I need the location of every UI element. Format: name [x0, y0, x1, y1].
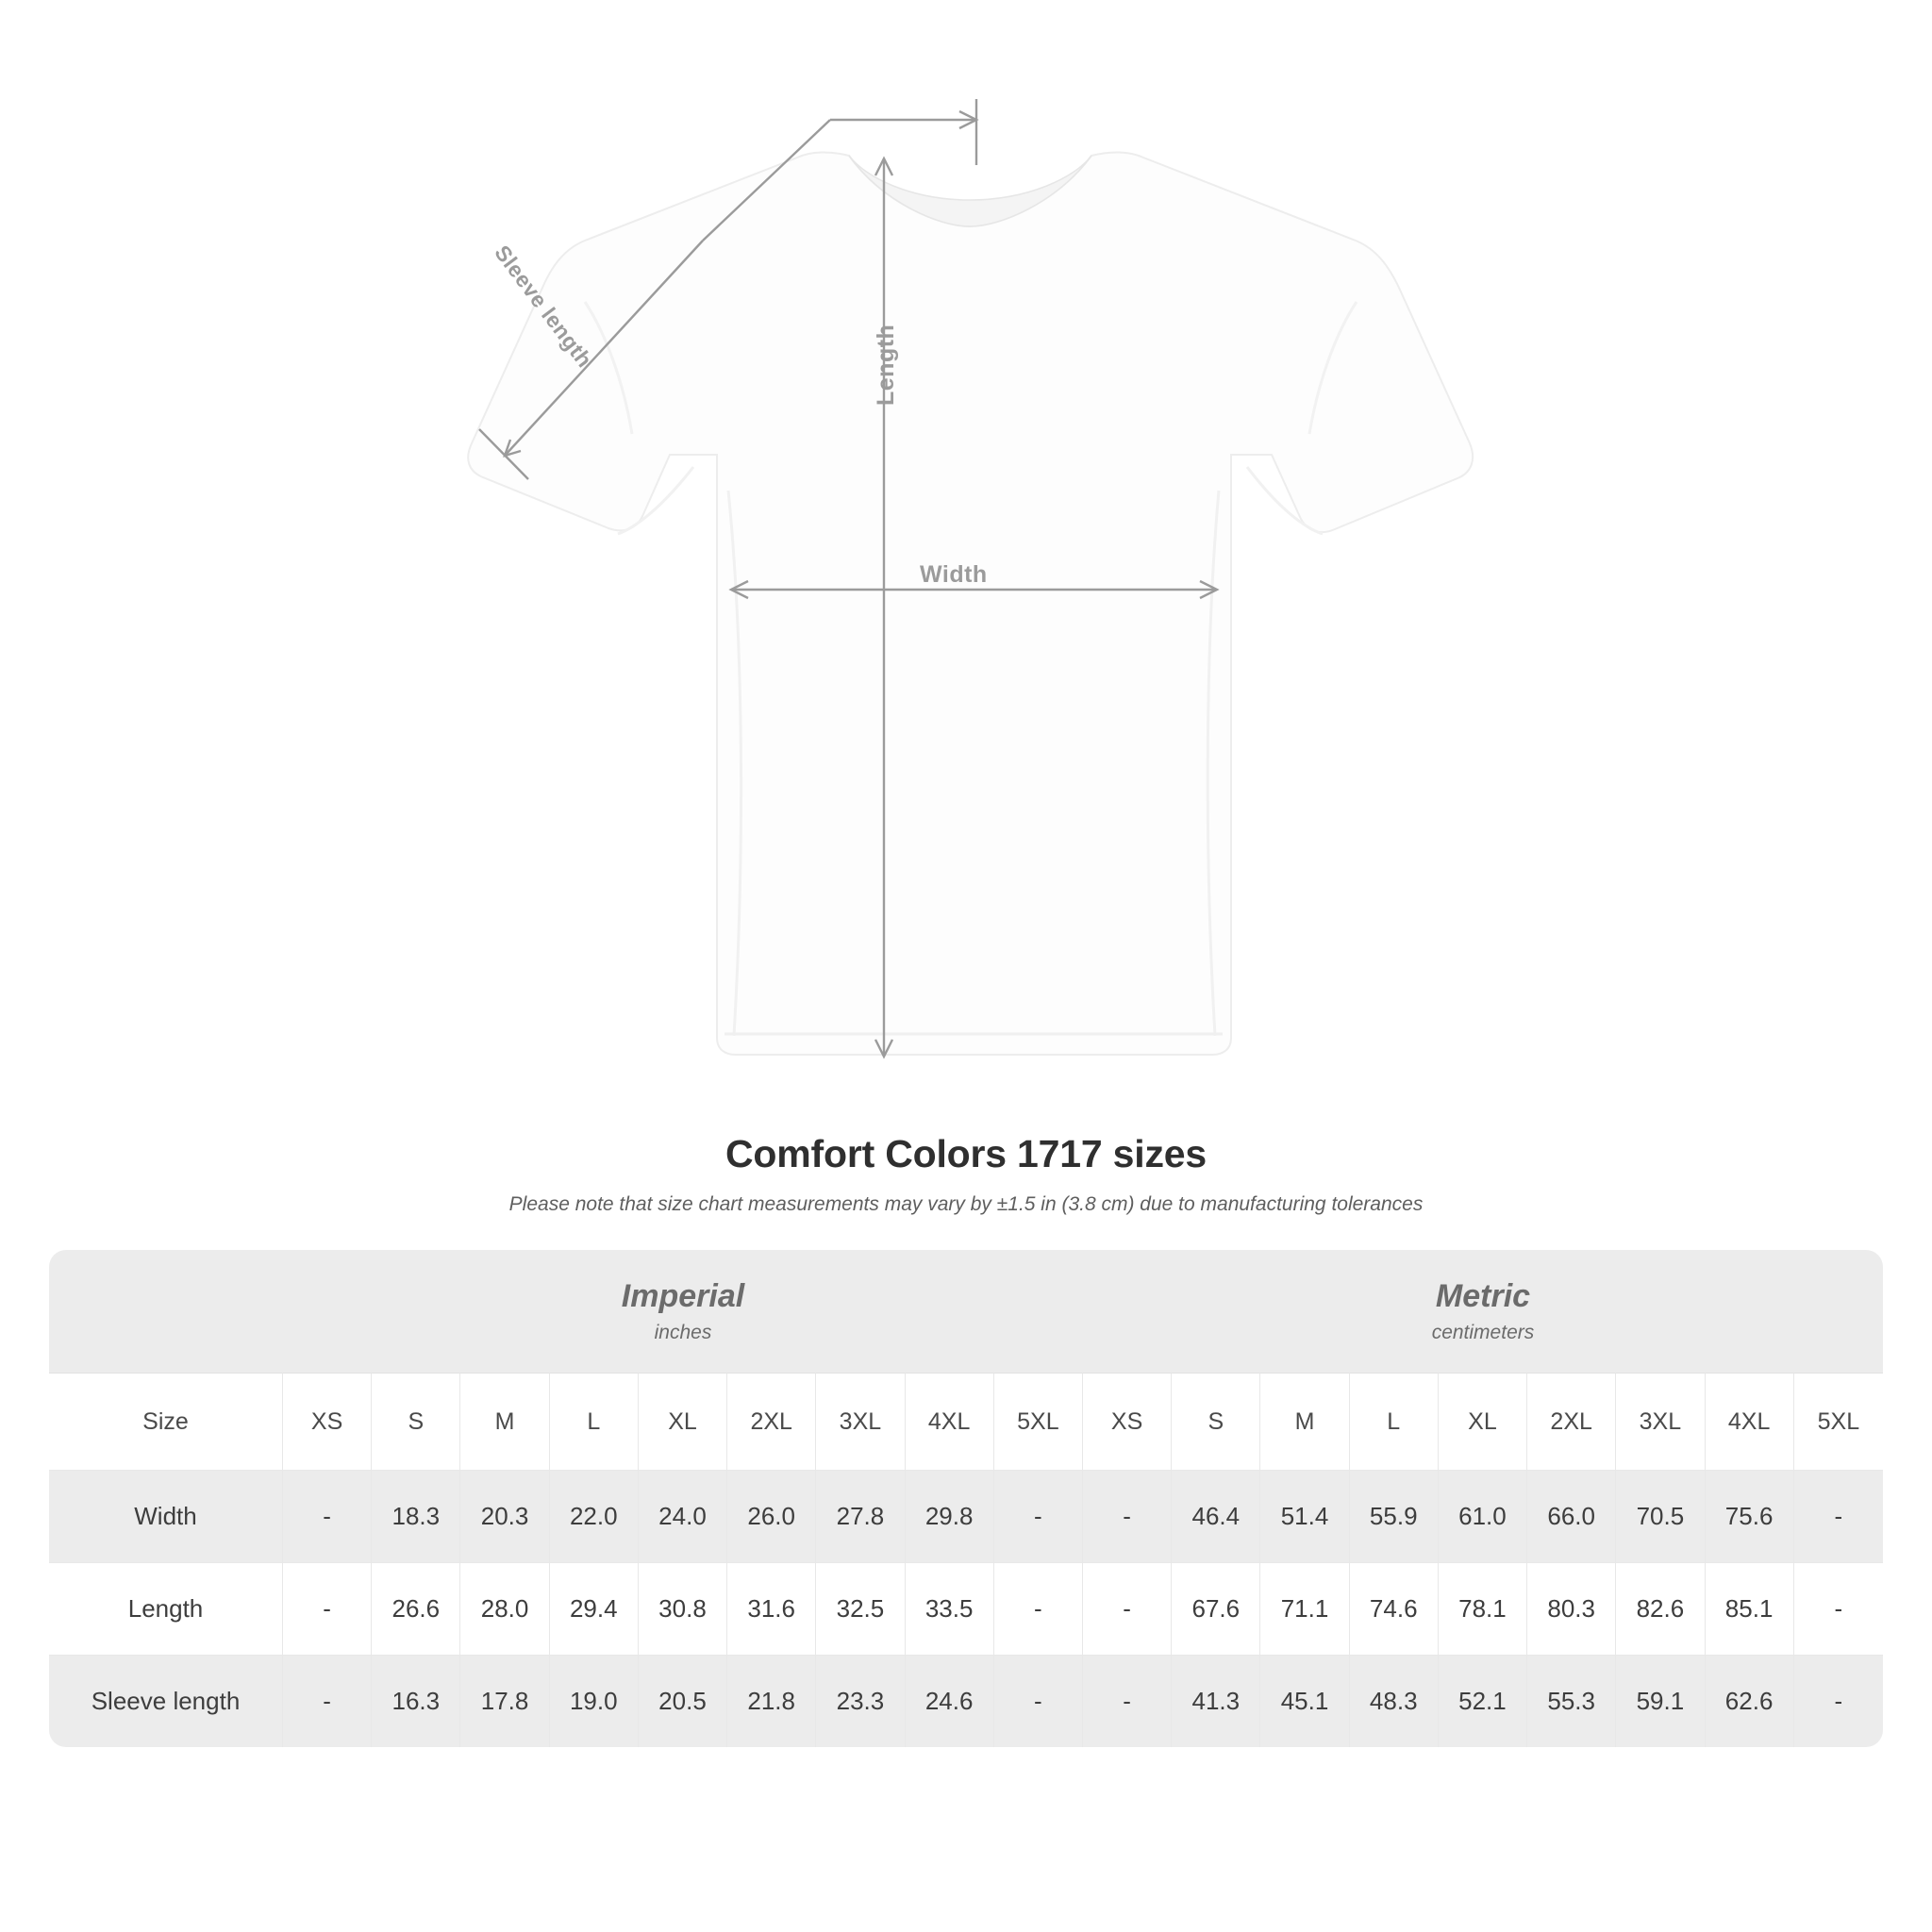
- column-header-metric-xl: XL: [1439, 1373, 1527, 1470]
- column-header-metric-3xl: 3XL: [1616, 1373, 1705, 1470]
- cell-length-metric-xs: -: [1083, 1562, 1172, 1655]
- cell-width-metric-5xl: -: [1794, 1470, 1883, 1562]
- unit-name-imperial: Imperial: [621, 1278, 745, 1315]
- cell-sleeve-metric-5xl: -: [1794, 1655, 1883, 1747]
- column-header-imperial-m: M: [460, 1373, 549, 1470]
- cell-width-imperial-xl: 24.0: [639, 1470, 727, 1562]
- column-header-imperial-4xl: 4XL: [906, 1373, 994, 1470]
- cell-width-imperial-l: 22.0: [550, 1470, 639, 1562]
- cell-sleeve-imperial-4xl: 24.6: [906, 1655, 994, 1747]
- table-row: [49, 1470, 1883, 1562]
- column-header-metric-m: M: [1260, 1373, 1349, 1470]
- cell-sleeve-imperial-3xl: 23.3: [816, 1655, 905, 1747]
- cell-width-imperial-4xl: 29.8: [906, 1470, 994, 1562]
- cell-width-imperial-m: 20.3: [460, 1470, 549, 1562]
- cell-sleeve-imperial-5xl: -: [994, 1655, 1083, 1747]
- cell-length-imperial-2xl: 31.6: [727, 1562, 816, 1655]
- cell-sleeve-metric-s: 41.3: [1172, 1655, 1260, 1747]
- cell-width-imperial-2xl: 26.0: [727, 1470, 816, 1562]
- cell-sleeve-imperial-l: 19.0: [550, 1655, 639, 1747]
- column-header-imperial-5xl: 5XL: [994, 1373, 1083, 1470]
- column-header-imperial-s: S: [372, 1373, 460, 1470]
- cell-width-imperial-3xl: 27.8: [816, 1470, 905, 1562]
- cell-width-metric-l: 55.9: [1350, 1470, 1439, 1562]
- cell-width-metric-xs: -: [1083, 1470, 1172, 1562]
- cell-length-metric-l: 74.6: [1350, 1562, 1439, 1655]
- cell-length-imperial-s: 26.6: [372, 1562, 460, 1655]
- label-width: Width: [920, 561, 988, 588]
- column-header-imperial-l: L: [550, 1373, 639, 1470]
- column-header-imperial-3xl: 3XL: [816, 1373, 905, 1470]
- cell-sleeve-imperial-m: 17.8: [460, 1655, 549, 1747]
- cell-length-metric-5xl: -: [1794, 1562, 1883, 1655]
- label-length: Length: [873, 324, 899, 406]
- row-label-length: Length: [49, 1562, 283, 1655]
- label-sleeve-length: Sleeve length: [490, 241, 598, 373]
- column-header-metric-5xl: 5XL: [1794, 1373, 1883, 1470]
- cell-sleeve-metric-m: 45.1: [1260, 1655, 1349, 1747]
- cell-width-imperial-xs: -: [283, 1470, 372, 1562]
- cell-length-metric-2xl: 80.3: [1527, 1562, 1616, 1655]
- cell-length-metric-m: 71.1: [1260, 1562, 1349, 1655]
- column-header-imperial-xl: XL: [639, 1373, 727, 1470]
- unit-header-imperial: [283, 1250, 1083, 1373]
- units-header-row: [49, 1250, 1883, 1373]
- column-header-metric-l: L: [1350, 1373, 1439, 1470]
- cell-sleeve-metric-2xl: 55.3: [1527, 1655, 1616, 1747]
- cell-length-imperial-5xl: -: [994, 1562, 1083, 1655]
- size-header-row: [49, 1373, 1883, 1470]
- column-header-metric-4xl: 4XL: [1706, 1373, 1794, 1470]
- row-label-width: Width: [49, 1470, 283, 1562]
- cell-sleeve-imperial-2xl: 21.8: [727, 1655, 816, 1747]
- unit-sub-metric: centimeters: [1431, 1321, 1535, 1343]
- cell-length-imperial-xl: 30.8: [639, 1562, 727, 1655]
- unit-header-spacer: [49, 1250, 283, 1373]
- column-header-imperial-2xl: 2XL: [727, 1373, 816, 1470]
- tshirt-shape: [468, 152, 1473, 1055]
- cell-sleeve-imperial-xl: 20.5: [639, 1655, 727, 1747]
- cell-length-metric-s: 67.6: [1172, 1562, 1260, 1655]
- column-header-metric-2xl: 2XL: [1527, 1373, 1616, 1470]
- cell-width-imperial-5xl: -: [994, 1470, 1083, 1562]
- size-chart-table-wrapper: [49, 1250, 1883, 1747]
- cell-width-metric-s: 46.4: [1172, 1470, 1260, 1562]
- column-header-metric-s: S: [1172, 1373, 1260, 1470]
- cell-length-metric-4xl: 85.1: [1706, 1562, 1794, 1655]
- column-header-metric-xs: XS: [1083, 1373, 1172, 1470]
- size-chart-table: [49, 1250, 1883, 1747]
- title-block: [0, 1132, 1932, 1216]
- column-header-size: Size: [49, 1373, 283, 1470]
- unit-sub-imperial: inches: [654, 1321, 712, 1343]
- cell-length-imperial-4xl: 33.5: [906, 1562, 994, 1655]
- cell-length-imperial-xs: -: [283, 1562, 372, 1655]
- page-title: Comfort Colors 1717 sizes: [725, 1132, 1207, 1175]
- row-label-sleeve-length: Sleeve length: [49, 1655, 283, 1747]
- table-row: [49, 1562, 1883, 1655]
- cell-sleeve-metric-4xl: 62.6: [1706, 1655, 1794, 1747]
- cell-width-metric-m: 51.4: [1260, 1470, 1349, 1562]
- cell-sleeve-metric-l: 48.3: [1350, 1655, 1439, 1747]
- cell-width-metric-4xl: 75.6: [1706, 1470, 1794, 1562]
- cell-sleeve-imperial-s: 16.3: [372, 1655, 460, 1747]
- cell-width-metric-3xl: 70.5: [1616, 1470, 1705, 1562]
- unit-header-metric: [1083, 1250, 1883, 1373]
- cell-length-imperial-m: 28.0: [460, 1562, 549, 1655]
- column-header-imperial-xs: XS: [283, 1373, 372, 1470]
- unit-name-metric: Metric: [1435, 1278, 1531, 1315]
- cell-length-imperial-l: 29.4: [550, 1562, 639, 1655]
- cell-width-metric-xl: 61.0: [1439, 1470, 1527, 1562]
- cell-length-metric-3xl: 82.6: [1616, 1562, 1705, 1655]
- cell-sleeve-metric-3xl: 59.1: [1616, 1655, 1705, 1747]
- table-row: [49, 1655, 1883, 1747]
- cell-sleeve-metric-xl: 52.1: [1439, 1655, 1527, 1747]
- cell-width-metric-2xl: 66.0: [1527, 1470, 1616, 1562]
- tolerance-note: Please note that size chart measurements may vary by ±1.5 in (3.8 cm) due to manufacturing tolerances: [508, 1193, 1424, 1215]
- cell-width-imperial-s: 18.3: [372, 1470, 460, 1562]
- cell-length-imperial-3xl: 32.5: [816, 1562, 905, 1655]
- cell-sleeve-metric-xs: -: [1083, 1655, 1172, 1747]
- cell-sleeve-imperial-xs: -: [283, 1655, 372, 1747]
- cell-length-metric-xl: 78.1: [1439, 1562, 1527, 1655]
